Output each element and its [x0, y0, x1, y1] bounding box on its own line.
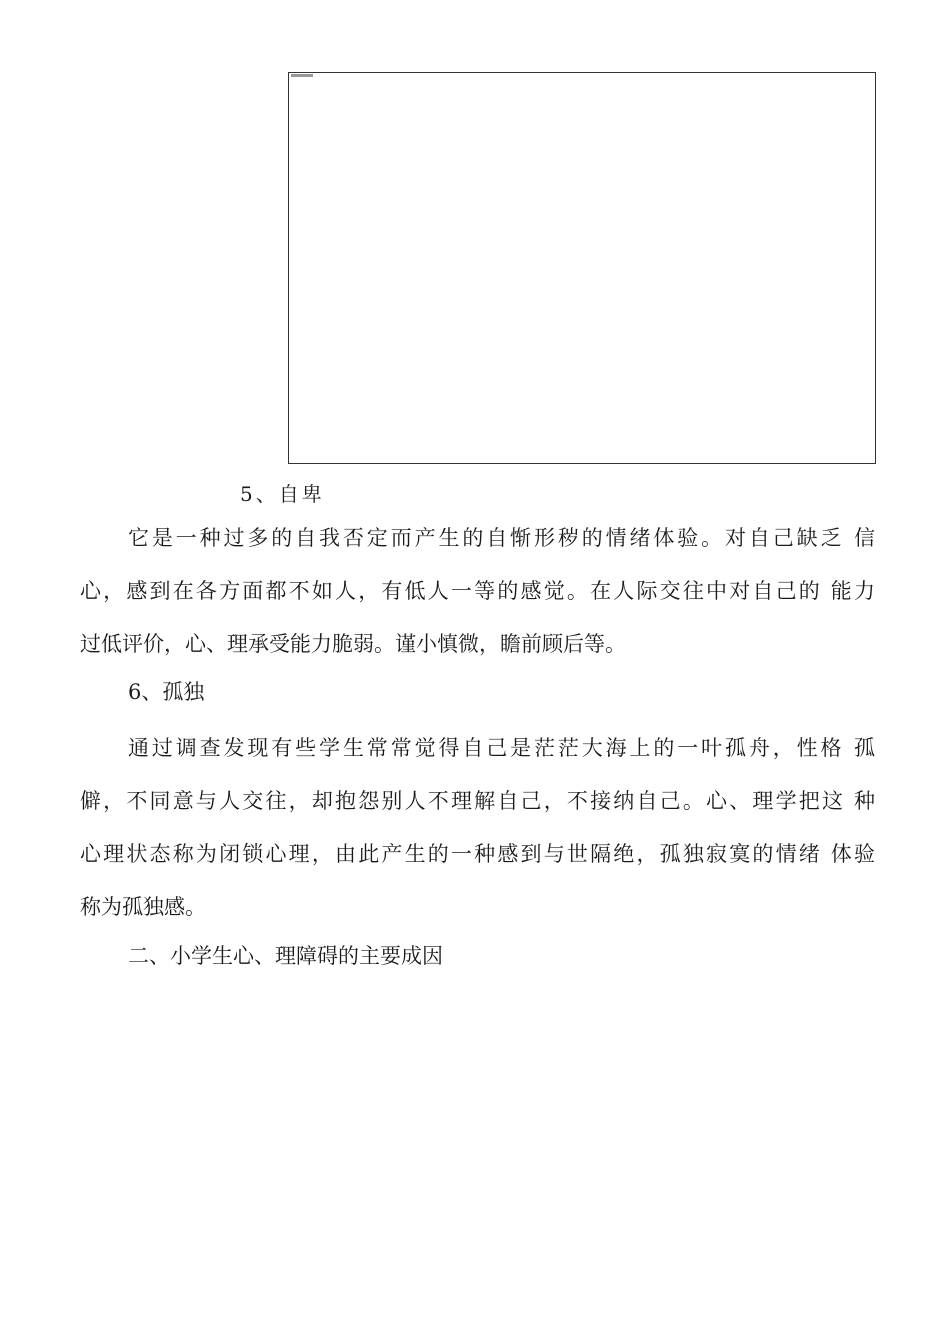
section-5-paragraph [80, 518, 875, 664]
section-6-heading: 6、孤独 [128, 680, 205, 704]
paragraph-line: 通过调查发现有些学生常常觉得自己是茫茫大海上的一叶孤舟，性格 孤 [128, 736, 875, 760]
paragraph-line: 它是一种过多的自我否定而产生的自惭形秽的情绪体验。对自己缺乏 信 [128, 526, 875, 550]
paragraph-line: 心，感到在各方面都不如人，有低人一等的感觉。在人际交往中对自己的 能力 [80, 579, 875, 603]
figure-caption-mark [291, 74, 313, 77]
section-5-heading: 5、自卑 [240, 482, 325, 506]
section-two-heading: 二、小学生心、理障碍的主要成因 [128, 944, 443, 968]
paragraph-line: 过低评价，心、理承受能力脆弱。谨小慎微，瞻前顾后等。 [80, 632, 626, 656]
paragraph-line: 僻，不同意与人交往，却抱怨别人不理解自己，不接纳自己。心、理学把这 种 [80, 789, 875, 813]
paragraph-line: 称为孤独感。 [80, 895, 206, 919]
figure-placeholder [288, 72, 876, 464]
section-6-paragraph [80, 728, 875, 927]
paragraph-line: 心理状态称为闭锁心理，由此产生的一种感到与世隔绝，孤独寂寞的情绪 体验 [80, 842, 875, 866]
